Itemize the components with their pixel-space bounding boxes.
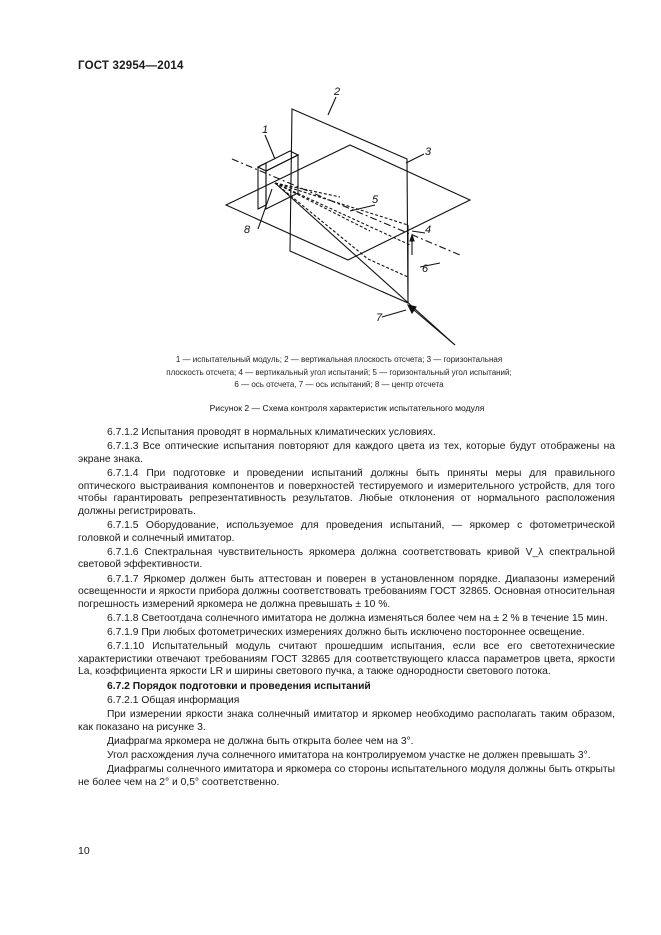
test-module-side — [266, 155, 298, 209]
document-body — [78, 427, 615, 791]
label-6: 6 — [422, 263, 429, 275]
horizontal-plane — [226, 145, 470, 260]
paragraph: 6.7.1.5 Оборудование, используемое для проведения испытаний, — яркомер с фотометрической головкой и солнечный имитатор. — [78, 519, 615, 544]
page-number: 10 — [78, 845, 90, 857]
label-4: 4 — [425, 224, 432, 236]
label-1: 1 — [262, 124, 269, 136]
section-heading: 6.7.2 Порядок подготовки и проведения испытаний — [107, 680, 371, 692]
paragraph: 6.7.1.6 Спектральная чувствительность яркомера должна соответствовать кривой V_λ спектральной световой эффективности. — [78, 546, 615, 571]
label-8: 8 — [244, 224, 251, 236]
document-header: ГОСТ 32954—2014 — [78, 60, 184, 72]
figure-caption: Рисунок 2 — Схема контроля характеристик испытательного модуля — [209, 403, 485, 413]
legend-line: плоскость отсчета; 4 — вертикальный угол испытаний; 5 — горизонтальный угол испытаний; — [166, 367, 512, 377]
paragraph: 6.7.1.4 При подготовке и проведении испытаний должны быть приняты меры для правильного оптического выстраивания компонентов и поверхностей тестируемого и измерительного устройств, для того чтобы гарантировать репрезентативность результатов. Любые отклонения от нормального расположения должны регистрировать. — [78, 467, 615, 517]
figure-test-scheme — [150, 85, 530, 355]
paragraph: 6.7.1.8 Светоотдача солнечного имитатора не должна изменяться более чем на ± 2 % в течение 15 мин. — [107, 612, 608, 624]
test-module-top — [258, 151, 298, 171]
subsection-heading: 6.7.2.1 Общая информация — [107, 694, 240, 706]
legend-line: 1 — испытательный модуль; 2 — вертикальная плоскость отсчета; 3 — горизонтальная — [175, 355, 503, 364]
scheme-diagram — [150, 85, 530, 355]
label-2: 2 — [334, 86, 341, 98]
paragraph: 6.7.1.2 Испытания проводят в нормальных климатических условиях. — [107, 427, 436, 438]
paragraph: Диафрагма яркомера не должна быть открыта более чем на 3°. — [107, 735, 414, 747]
label-3: 3 — [425, 146, 432, 158]
paragraph: 6.7.1.7 Яркомер должен быть аттестован и поверен в установленном порядке. Диапазоны измерений освещенности и яркости прибора должны соответствовать требованиям ГОСТ 32865. Основная относительная погрешность измерений яркомера не должна превышать ± 10 %. — [78, 573, 615, 610]
paragraph: 6.7.1.3 Все оптические испытания повторяют для каждого цвета из тех, которые будут отображены на экране знака. — [78, 441, 615, 465]
paragraph: Диафрагмы солнечного имитатора и яркомера со стороны испытательного модуля должны быть открыты не более чем на 2° и 0,5° соответственно. — [78, 764, 615, 788]
figure-legend — [120, 354, 558, 392]
legend-line: 6 — ось отсчета, 7 — ось испытаний; 8 — центр отсчета — [234, 380, 444, 389]
label-5: 5 — [372, 194, 379, 206]
paragraph: При измерении яркости знака солнечный имитатор и яркомер необходимо располагать таким образом, как показано на рисунке 3. — [78, 709, 615, 733]
paragraph: Угол расхождения луча солнечного имитатора на контролируемом участке не должен превышать 3°. — [107, 749, 591, 761]
paragraph: 6.7.1.10 Испытательный модуль считают прошедшим испытания, если все его светотехнические характеристики отвечают требованиям ГОСТ 32865 для соответствующего класса параметров цвета, яркости La, коэффициента яркости LR и ширины светового пучка, а также однородности светового потока. — [78, 641, 615, 678]
label-7: 7 — [376, 312, 383, 324]
paragraph: 6.7.1.9 При любых фотометрических измерениях должно быть исключено постороннее освещение. — [107, 627, 585, 639]
